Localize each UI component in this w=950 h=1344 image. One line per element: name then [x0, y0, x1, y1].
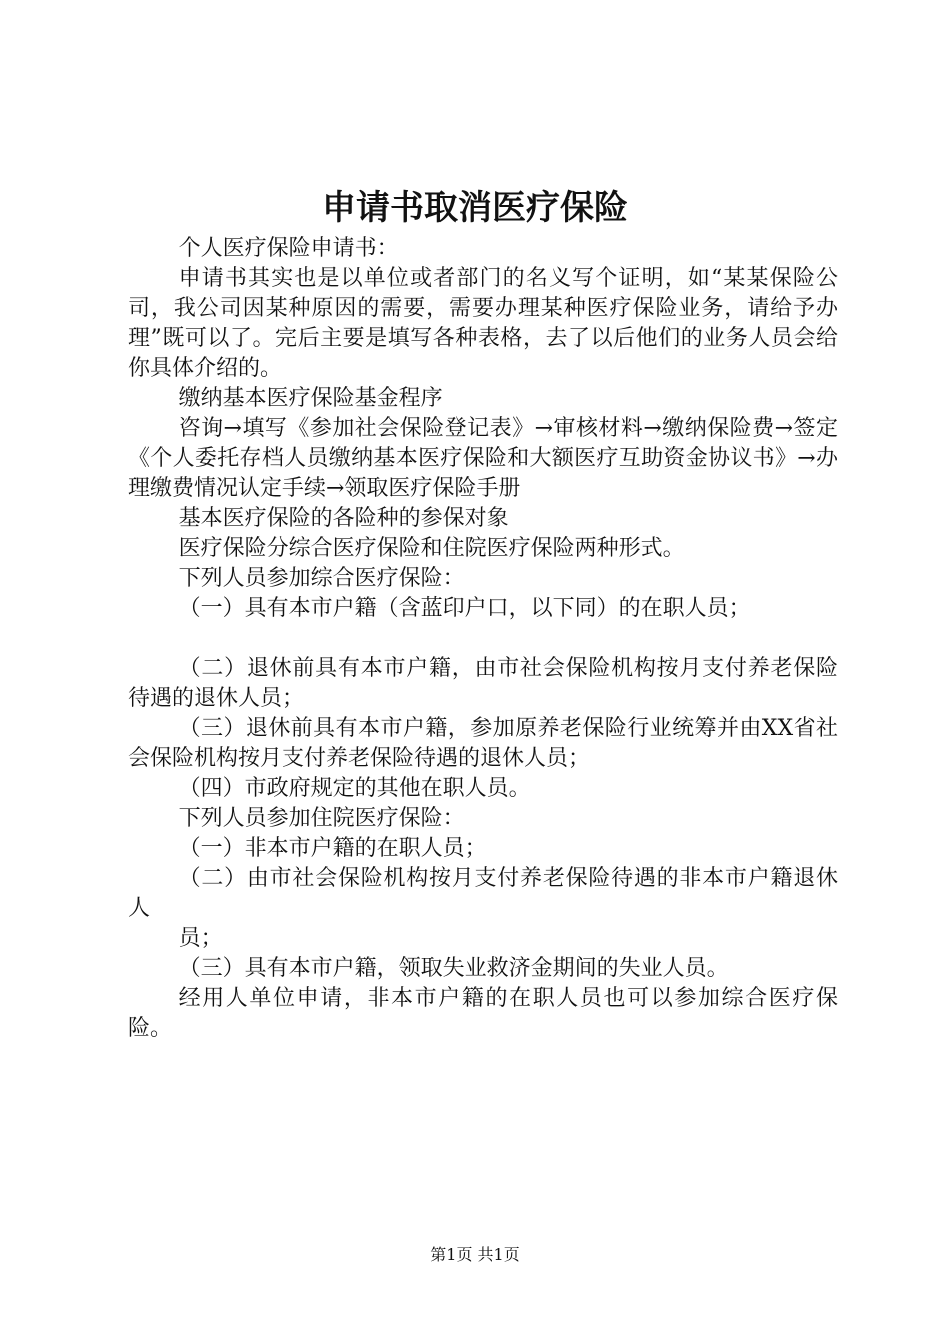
- paragraph-hospital-heading: 下列人员参加住院医疗保险：: [178, 806, 465, 831]
- paragraph-procedure-heading: 缴纳基本医疗保险基金程序: [178, 386, 443, 411]
- list-item-comprehensive-1: （一）具有本市户籍（含蓝印户口，以下同）的在职人员；: [178, 596, 751, 621]
- list-item-hospital-2: （二）由市社会保险机构按月支付养老保险待遇的非本市户籍退休人: [128, 866, 838, 921]
- document-body: [128, 234, 838, 1044]
- list-item-comprehensive-4: （四）市政府规定的其他在职人员。: [178, 776, 531, 801]
- list-item-comprehensive-3: （三）退休前具有本市户籍，参加原养老保险行业统筹并由XX省社会保险机构按月支付养老保险待遇的退休人员；: [128, 716, 838, 771]
- list-item-comprehensive-2: （二）退休前具有本市户籍，由市社会保险机构按月支付养老保险待遇的退休人员；: [128, 656, 838, 711]
- paragraph-procedure-steps: 咨询→填写《参加社会保险登记表》→审核材料→缴纳保险费→签定《个人委托存档人员缴纳基本医疗保险和大额医疗互助资金协议书》→办理缴费情况认定手续→领取医疗保险手册: [128, 416, 838, 501]
- paragraph-closing: 经用人单位申请，非本市户籍的在职人员也可以参加综合医疗保险。: [128, 986, 838, 1041]
- paragraph-intro: 申请书其实也是以单位或者部门的名义写个证明，如“某某保险公司，我公司因某种原因的需要，需要办理某种医疗保险业务，请给予办理”既可以了。完后主要是填写各种表格，去了以后他们的业务人员会给你具体介绍的。: [128, 266, 838, 381]
- paragraph-coverage-heading: 基本医疗保险的各险种的参保对象: [178, 506, 509, 531]
- paragraph-insurance-types: 医疗保险分综合医疗保险和住院医疗保险两种形式。: [178, 536, 685, 561]
- page-title: 申请书取消医疗保险: [322, 188, 628, 228]
- list-item-hospital-3: （三）具有本市户籍，领取失业救济金期间的失业人员。: [178, 956, 729, 981]
- page-footer: 第1页 共1页: [430, 1245, 520, 1264]
- list-item-hospital-1: （一）非本市户籍的在职人员；: [178, 836, 487, 861]
- paragraph-comprehensive-heading: 下列人员参加综合医疗保险：: [178, 566, 465, 591]
- paragraph-salutation: 个人医疗保险申请书：: [178, 236, 399, 261]
- list-item-hospital-2-continuation: 员；: [178, 926, 223, 951]
